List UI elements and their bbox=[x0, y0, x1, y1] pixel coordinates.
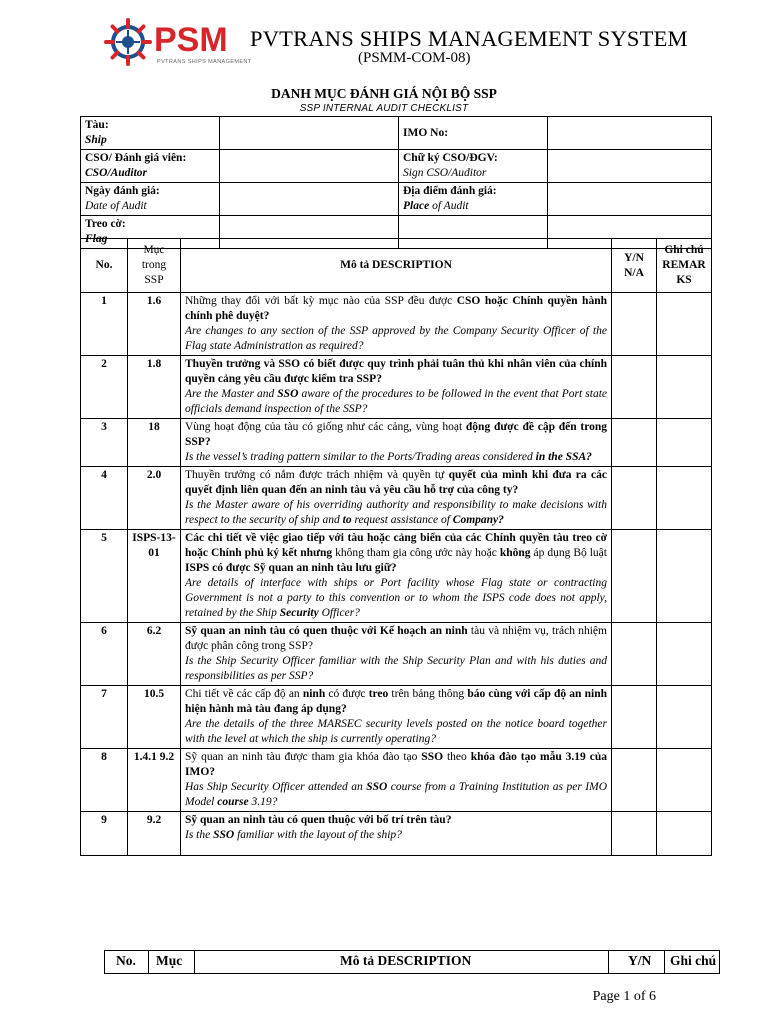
table-row bbox=[81, 623, 712, 686]
sign-value-field[interactable] bbox=[548, 150, 712, 183]
row-section: 1.8 bbox=[128, 356, 181, 419]
repeat-header-remarks: Ghi chú bbox=[670, 953, 717, 968]
table-row bbox=[81, 749, 712, 812]
repeat-header-section: Mục bbox=[156, 953, 183, 968]
checklist-table bbox=[80, 238, 712, 856]
row-section: 10.5 bbox=[128, 686, 181, 749]
place-label: Địa điểm đánh giá: Place of Audit bbox=[399, 183, 548, 216]
table-row bbox=[81, 293, 712, 356]
row-description: Thuyền trưởng và SSO có biết được quy trình phải tuân thủ khi nhân viên của chính quyền cảng yêu cầu được kiểm tra SSP? Are the Master and SSO aware of the procedures to be followed in the event that Port state officials demand inspection of the SSP? bbox=[181, 356, 612, 419]
document-subtitle: SSP INTERNAL AUDIT CHECKLIST bbox=[299, 103, 469, 114]
yn-cell[interactable] bbox=[612, 293, 657, 356]
row-description: Sỹ quan an ninh tàu có quen thuộc với bố trí trên tàu? Is the SSO familiar with the layout of the ship? bbox=[181, 812, 612, 856]
system-code: (PSMM-COM-08) bbox=[358, 50, 471, 66]
row-description: Chi tiết về các cấp độ an ninh có được treo trên bảng thông báo cùng với cấp độ an ninh hiện hành mà tàu đang áp dụng? Are the details of the three MARSEC security levels posted on the notice board together with the level at which the ship is currently operating? bbox=[181, 686, 612, 749]
col-header-remarks: Ghi chú REMARKS bbox=[657, 239, 712, 293]
yn-cell[interactable] bbox=[612, 356, 657, 419]
cso-label: CSO/ Đánh giá viên: CSO/Auditor bbox=[81, 150, 220, 183]
row-description: Thuyền trưởng có nắm được trách nhiệm và quyền tự quyết của mình khi đưa ra các quyết định liên quan đến an ninh tàu và yêu cầu hỗ trợ của công ty? Is the Master aware of his overriding authority and responsibility to make decisions with respect to the security of ship and to request assistance of Company? bbox=[181, 467, 612, 530]
row-description: Vùng hoạt động của tàu có giống như các cảng, vùng hoạt động được đề cập đến trong SSP? Is the vessel’s trading pattern similar to the Ports/Trading areas considered in the SSA? bbox=[181, 419, 612, 467]
row-number: 1 bbox=[81, 293, 128, 356]
row-section: ISPS-13-01 bbox=[128, 530, 181, 623]
remarks-cell[interactable] bbox=[657, 623, 712, 686]
table-row bbox=[81, 467, 712, 530]
yn-cell[interactable] bbox=[612, 623, 657, 686]
row-description: Sỹ quan an ninh tàu có quen thuộc với Kế hoạch an ninh tàu và nhiệm vụ, trách nhiệm được phân công trong SSP? Is the Ship Security Officer familiar with the Ship Security Plan and with his duties and responsibilities as per SSP? bbox=[181, 623, 612, 686]
row-number: 4 bbox=[81, 467, 128, 530]
repeat-table-header bbox=[104, 950, 720, 974]
page-header bbox=[104, 18, 704, 78]
remarks-cell[interactable] bbox=[657, 356, 712, 419]
remarks-cell[interactable] bbox=[657, 686, 712, 749]
date-label: Ngày đánh giá: Date of Audit bbox=[81, 183, 220, 216]
imo-label: IMO No: bbox=[399, 117, 548, 150]
company-logo bbox=[104, 18, 252, 70]
row-number: 7 bbox=[81, 686, 128, 749]
date-value-field[interactable] bbox=[220, 183, 399, 216]
yn-cell[interactable] bbox=[612, 467, 657, 530]
ship-label: Tàu: Ship bbox=[81, 117, 220, 150]
table-row bbox=[81, 530, 712, 623]
remarks-cell[interactable] bbox=[657, 293, 712, 356]
remarks-cell[interactable] bbox=[657, 530, 712, 623]
audit-info-table bbox=[80, 116, 712, 249]
table-row bbox=[81, 419, 712, 467]
yn-cell[interactable] bbox=[612, 530, 657, 623]
row-description: Những thay đổi với bất kỳ mục nào của SSP đều được CSO hoặc Chính quyền hành chính phê duyệt? Are changes to any section of the SSP approved by the Company Security Officer of the Flag state Administration as required? bbox=[181, 293, 612, 356]
repeat-header-yn: Y/N bbox=[628, 953, 652, 968]
row-section: 1.6 bbox=[128, 293, 181, 356]
row-number: 2 bbox=[81, 356, 128, 419]
yn-cell[interactable] bbox=[612, 812, 657, 856]
ship-wheel-icon bbox=[104, 18, 152, 66]
system-title: PVTRANS SHIPS MANAGEMENT SYSTEM bbox=[250, 26, 688, 51]
row-section: 2.0 bbox=[128, 467, 181, 530]
col-header-yn: Y/N N/A bbox=[612, 239, 657, 293]
col-header-no: No. bbox=[81, 239, 128, 293]
row-number: 3 bbox=[81, 419, 128, 467]
remarks-cell[interactable] bbox=[657, 812, 712, 856]
row-description: Các chi tiết về việc giao tiếp với tàu hoặc cảng biển của các Chính quyền tàu treo cờ hoặc Chính phủ ký kết nhưng không tham gia công ước này hoặc không áp dụng Bộ luật ISPS có được Sỹ quan an ninh tàu lưu giữ? Are details of interface with ships or Port facility whose Flag state or contracting Government is not a party to this convention or to whom the ISPS code does not apply, retained by the Ship Security Officer? bbox=[181, 530, 612, 623]
row-number: 9 bbox=[81, 812, 128, 856]
repeat-header-description: Mô tả DESCRIPTION bbox=[340, 953, 472, 968]
page-number: Page 1 of 6 bbox=[592, 989, 656, 1004]
yn-cell[interactable] bbox=[612, 749, 657, 812]
row-section: 9.2 bbox=[128, 812, 181, 856]
table-row bbox=[81, 686, 712, 749]
row-section: 6.2 bbox=[128, 623, 181, 686]
logo-text: PSM bbox=[154, 21, 228, 59]
row-number: 6 bbox=[81, 623, 128, 686]
row-section: 1.4.1 9.2 bbox=[128, 749, 181, 812]
yn-cell[interactable] bbox=[612, 686, 657, 749]
flag-label: Treo cờ: Flag bbox=[81, 216, 220, 249]
table-row bbox=[81, 812, 712, 856]
remarks-cell[interactable] bbox=[657, 419, 712, 467]
place-value-field[interactable] bbox=[548, 183, 712, 216]
remarks-cell[interactable] bbox=[657, 749, 712, 812]
row-number: 8 bbox=[81, 749, 128, 812]
row-section: 18 bbox=[128, 419, 181, 467]
logo-subtext: PVTRANS SHIPS MANAGEMENT bbox=[157, 59, 252, 65]
yn-cell[interactable] bbox=[612, 419, 657, 467]
sign-label: Chữ ký CSO/ĐGV: Sign CSO/Auditor bbox=[399, 150, 548, 183]
repeat-header-no: No. bbox=[116, 953, 136, 968]
row-description: Sỹ quan an ninh tàu được tham gia khóa đào tạo SSO theo khóa đào tạo mẫu 3.19 của IMO? Has Ship Security Officer attended an SSO course from a Training Institution as per IMO Model course 3.19? bbox=[181, 749, 612, 812]
imo-value-field[interactable] bbox=[548, 117, 712, 150]
cso-value-field[interactable] bbox=[220, 150, 399, 183]
document-title: DANH MỤC ĐÁNH GIÁ NỘI BỘ SSP bbox=[271, 86, 497, 101]
col-header-description: Mô tả DESCRIPTION bbox=[181, 239, 612, 293]
row-number: 5 bbox=[81, 530, 128, 623]
col-header-section: Mục trong SSP bbox=[128, 239, 181, 293]
ship-value-field[interactable] bbox=[220, 117, 399, 150]
remarks-cell[interactable] bbox=[657, 467, 712, 530]
table-row bbox=[81, 356, 712, 419]
